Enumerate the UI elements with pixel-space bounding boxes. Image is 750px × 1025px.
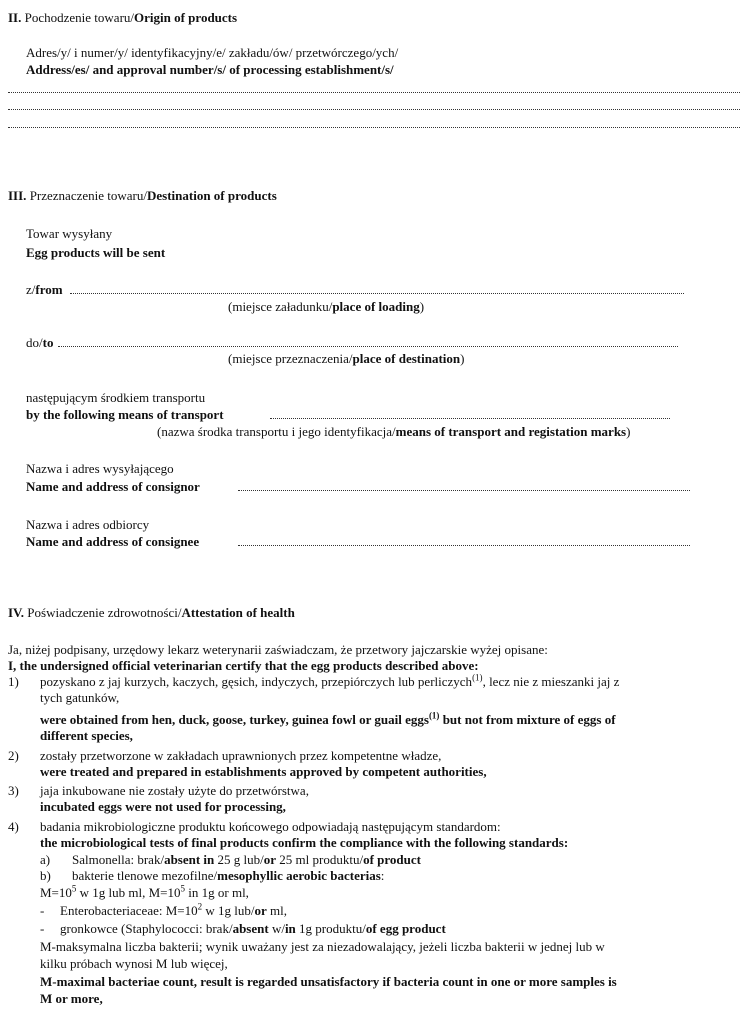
section-number: II. (8, 10, 22, 25)
section-4-heading (8, 605, 295, 621)
section-title-en: Origin of products (134, 10, 238, 25)
item-4-en: the microbiological tests of final products confirm the compliance with the following standards: (40, 835, 569, 850)
entero-text: ml, (266, 903, 288, 918)
m-max-en-line-1: M-maximal bacteriae count, result is regarded unsatisfactory if bacteria count in one or more samples is (40, 974, 617, 989)
section-title-pl: Poświadczenie zdrowotności/ (27, 605, 182, 620)
from-label-en: from (35, 282, 63, 297)
from-caption-en: place of loading (332, 299, 420, 314)
from-label-pl: z/ (26, 282, 36, 297)
transport-caption-end: ) (626, 424, 631, 439)
section-2-heading (8, 10, 237, 26)
exponent: 5 (71, 883, 77, 894)
section-title-en: Attestation of health (181, 605, 295, 620)
transport-caption-pl: (nazwa środka transportu i jego identyfikacja/ (157, 424, 396, 439)
consignee-label-en: Name and address of consignee (26, 534, 200, 549)
entero-text: or (254, 903, 267, 918)
staph-text: in (284, 921, 296, 936)
to-field[interactable] (58, 345, 678, 347)
item-1-pl-text-cont: , lecz nie z mieszanki jaj z (482, 674, 620, 689)
subitem-a-number: a) (40, 852, 51, 867)
transport-caption-en: means of transport and registation marks (395, 424, 627, 439)
from-caption (228, 299, 424, 315)
consignee-field[interactable] (238, 544, 690, 546)
m-max-pl-line-2: kilku próbach wynosi M lub więcej, (40, 956, 228, 971)
sent-label-pl: Towar wysyłany (26, 226, 113, 241)
subitem-a-text: Salmonella: brak/ (72, 852, 165, 867)
subitem-a-text: of product (363, 852, 421, 867)
address-line-2[interactable] (8, 108, 740, 110)
subitem-b (72, 868, 384, 884)
to-caption-pl: (miejsce przeznaczenia/ (228, 351, 353, 366)
subitem-b-number: b) (40, 868, 51, 883)
staph-dash: - (40, 921, 45, 936)
address-line-1[interactable] (8, 91, 740, 93)
intro-en: I, the undersigned official veterinarian certify that the egg products described above: (8, 658, 479, 673)
item-2-en: were treated and prepared in establishments approved by competent authorities, (40, 764, 487, 779)
staph-text: gronkowce (Staphylococci: brak/ (60, 921, 233, 936)
sent-label-en: Egg products will be sent (26, 245, 166, 260)
item-1-en-line-1 (40, 712, 616, 728)
address-label-pl: Adres/y/ i numer/y/ identyfikacyjny/e/ zakładu/ów/ przetwórczego/ych/ (26, 45, 399, 60)
transport-label-en: by the following means of transport (26, 407, 224, 422)
consignor-label-en: Name and address of consignor (26, 479, 200, 494)
consignor-field[interactable] (238, 489, 690, 491)
consignor-label-pl: Nazwa i adres wysyłającego (26, 461, 174, 476)
m-limit-text: in 1g or ml, (185, 885, 249, 900)
m-max-pl-line-1: M-maksymalna liczba bakterii; wynik uważany jest za niezadowalający, jeżeli liczba bakterii w jednej lub w (40, 939, 605, 954)
to-caption (228, 351, 464, 367)
m-limit-text: M=10 (40, 885, 72, 900)
subitem-b-text: : (380, 868, 385, 883)
from-caption-pl: (miejsce załadunku/ (228, 299, 333, 314)
subitem-b-text: bakterie tlenowe mezofilne/ (72, 868, 218, 883)
m-max-en-line-2: M or more, (40, 991, 103, 1006)
section-number: IV. (8, 605, 25, 620)
item-2-number: 2) (8, 748, 19, 763)
from-field[interactable] (70, 292, 684, 294)
item-1-pl-line-2: tych gatunków, (40, 690, 120, 705)
footnote-ref: (1) (472, 672, 483, 683)
subitem-b-text: mesophyllic aerobic bacterias (217, 868, 381, 883)
item-3-number: 3) (8, 783, 19, 798)
item-1-pl-text: pozyskano z jaj kurzych, kaczych, gęsich, indyczych, przepiórczych lub perliczych (40, 674, 473, 689)
staph-text: of egg product (365, 921, 446, 936)
to-caption-en: place of destination (352, 351, 461, 366)
to-label (26, 335, 53, 351)
address-line-3[interactable] (8, 126, 740, 128)
item-1-en-text-cont: but not from mixture of eggs of (439, 712, 616, 727)
to-label-pl: do/ (26, 335, 43, 350)
transport-field[interactable] (270, 417, 670, 419)
item-3-pl: jaja inkubowane nie zostały użyte do przetwórstwa, (40, 783, 309, 798)
section-title-pl: Pochodzenie towaru/ (24, 10, 135, 25)
transport-caption (157, 424, 630, 440)
staph-text: absent (232, 921, 269, 936)
footnote-ref: (1) (428, 710, 440, 721)
transport-label-pl: następującym środkiem transportu (26, 390, 206, 405)
section-title-pl: Przeznaczenie towaru/ (29, 188, 147, 203)
subitem-a-text: absent in (164, 852, 215, 867)
subitem-a-text: 25 g lub/ (214, 852, 264, 867)
item-4-number: 4) (8, 819, 19, 834)
section-number: III. (8, 188, 27, 203)
address-label-en: Address/es/ and approval number/s/ of processing establishment/s/ (26, 62, 394, 77)
enterobacteriaceae-line (60, 903, 287, 919)
section-3-heading (8, 188, 277, 204)
item-2-pl: zostały przetworzone w zakładach uprawnionych przez kompetentne władze, (40, 748, 442, 763)
consignee-label-pl: Nazwa i adres odbiorcy (26, 517, 150, 532)
item-1-en-line-2: different species, (40, 728, 133, 743)
subitem-a-text: 25 ml produktu/ (276, 852, 364, 867)
staphylococci-line (60, 921, 446, 937)
item-1-number: 1) (8, 674, 19, 689)
enterobacteriaceae-dash: - (40, 903, 45, 918)
m-limit-line (40, 885, 249, 901)
item-3-en: incubated eggs were not used for processing, (40, 799, 286, 814)
from-caption-end: ) (419, 299, 425, 314)
subitem-a (72, 852, 421, 868)
subitem-a-text: or (263, 852, 277, 867)
exponent: 5 (180, 883, 186, 894)
staph-text: w/ (268, 921, 285, 936)
from-label (26, 282, 63, 298)
staph-text: 1g produktu/ (295, 921, 366, 936)
item-4-pl: badania mikrobiologiczne produktu końcowego odpowiadają następującym standardom: (40, 819, 501, 834)
to-caption-end: ) (460, 351, 465, 366)
item-1-pl-line-1 (40, 674, 619, 690)
entero-text: w 1g lub/ (202, 903, 255, 918)
item-1-en-text: were obtained from hen, duck, goose, turkey, guinea fowl or guail eggs (40, 712, 429, 727)
section-title-en: Destination of products (146, 188, 277, 203)
exponent: 2 (197, 901, 203, 912)
to-label-en: to (42, 335, 54, 350)
intro-pl: Ja, niżej podpisany, urzędowy lekarz weterynarii zaświadczam, że przetwory jajczarskie wyżej opisane: (8, 642, 548, 657)
entero-text: Enterobacteriaceae: M=10 (60, 903, 198, 918)
m-limit-text: w 1g lub ml, M=10 (76, 885, 181, 900)
